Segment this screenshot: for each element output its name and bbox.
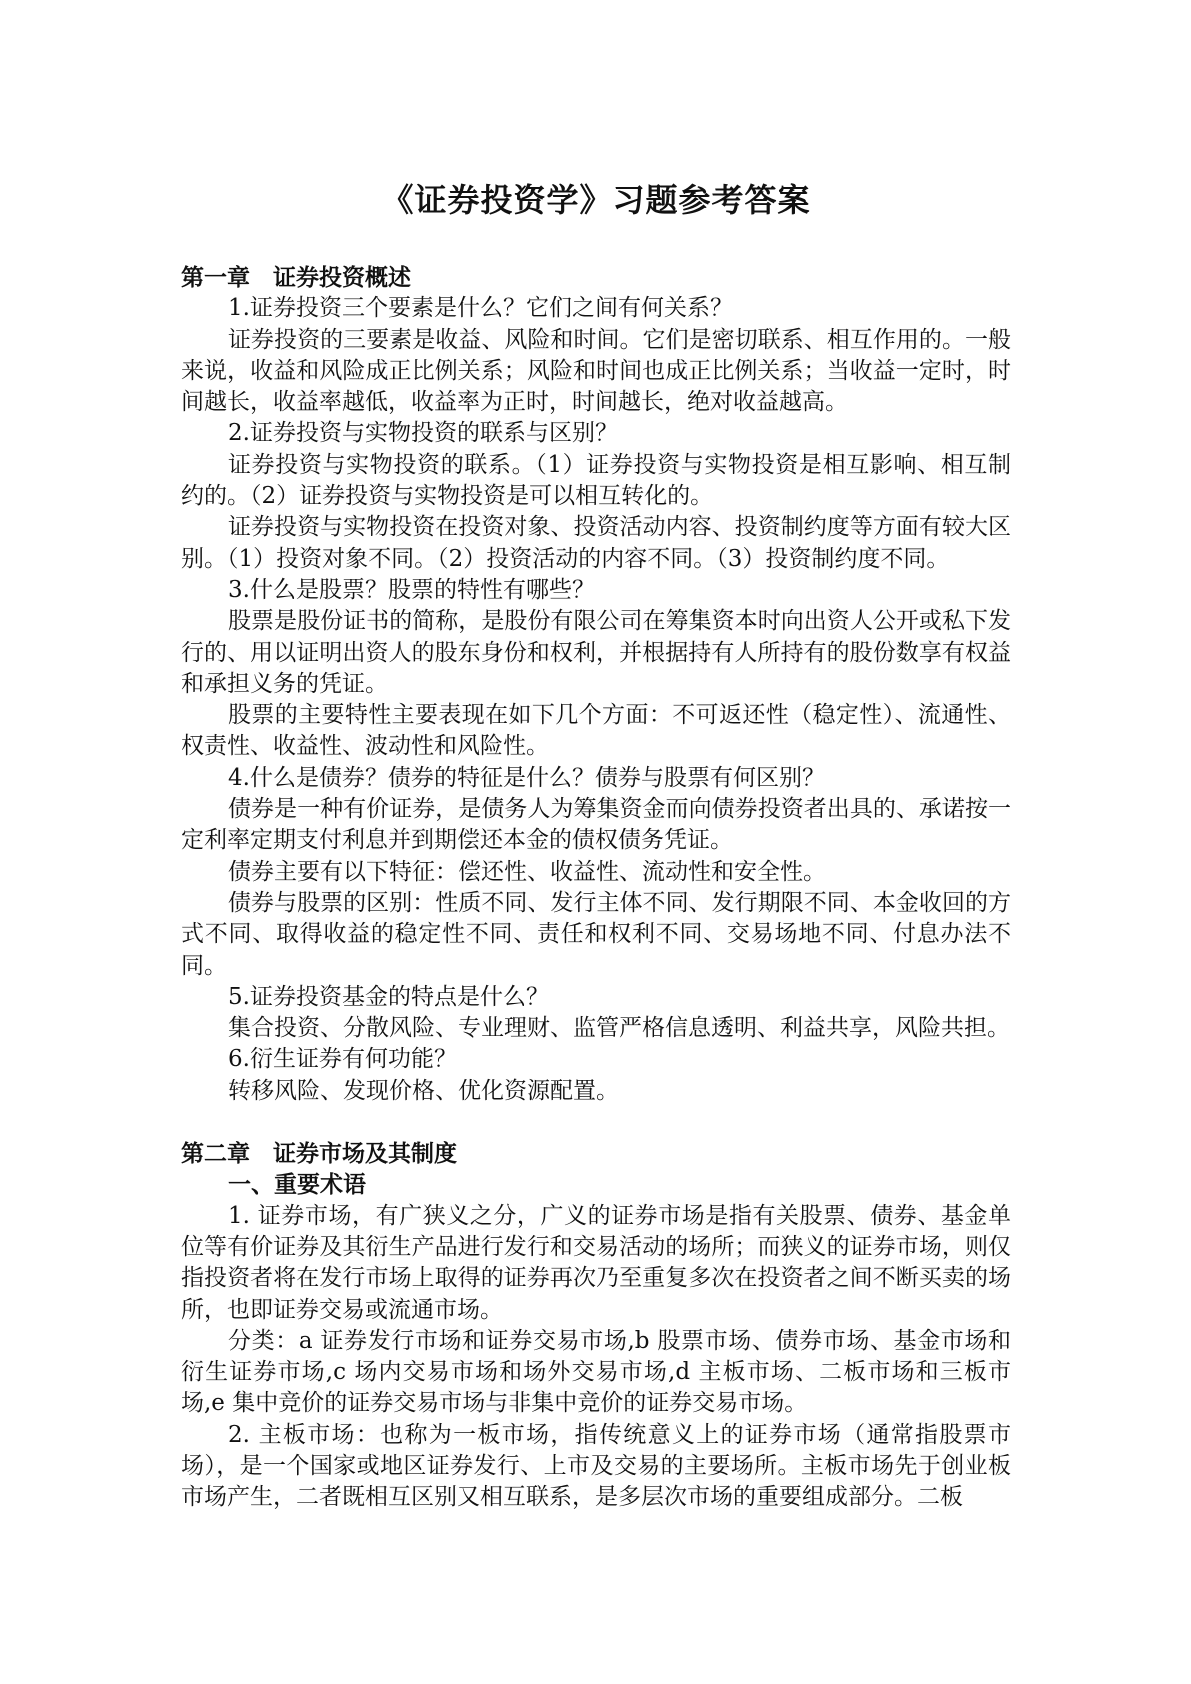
question-paragraph: 2.证券投资与实物投资的联系与区别？: [228, 420, 618, 447]
question-paragraph: 3.什么是股票？股票的特性有哪些？: [228, 576, 595, 603]
chapter-2-content: [181, 1201, 1011, 1514]
document-title: 《证券投资学》习题参考答案: [381, 181, 811, 219]
answer-paragraph: 2. 主板市场：也称为一板市场，指传统意义上的证券市场（通常指股票市场），是一个国家或地区证券发行、上市及交易的主要场所。主板市场先于创业板市场产生，二者既相互区别又相互联系，是多层次市场的重要组成部分。二板: [181, 1421, 1011, 1511]
chapter-2-subheading: 一、重要术语: [228, 1171, 366, 1199]
document-body: [181, 262, 1011, 1514]
question-paragraph: 4.什么是债券？债券的特征是什么？债券与股票有何区别？: [228, 764, 825, 791]
chapter-1-content: [181, 293, 1011, 1107]
answer-paragraph: 分类：a 证券发行市场和证券交易市场,b 股票市场、债券市场、基金市场和衍生证券市场,c 场内交易市场和场外交易市场,d 主板市场、二板市场和三板市场,e 集中竞价的证券交易市场与非集中竞价的证券交易市场。: [181, 1327, 1011, 1417]
answer-paragraph: 证券投资与实物投资的联系。（1）证券投资与实物投资是相互影响、相互制约的。（2）证券投资与实物投资是可以相互转化的。: [181, 451, 1011, 510]
chapter-2-heading: 第二章 证券市场及其制度: [181, 1140, 457, 1168]
chapter-1-heading: 第一章 证券投资概述: [181, 264, 411, 291]
answer-paragraph: 债券主要有以下特征：偿还性、收益性、流动性和安全性。: [228, 858, 826, 885]
answer-paragraph: 股票是股份证书的简称，是股份有限公司在筹集资本时向出资人公开或私下发行的、用以证明出资人的股东身份和权利，并根据持有人所持有的股份数享有权益和承担义务的凭证。: [181, 608, 1011, 697]
question-paragraph: 5.证券投资基金的特点是什么？: [228, 983, 549, 1010]
answer-paragraph: 债券与股票的区别：性质不同、发行主体不同、发行期限不同、本金收回的方式不同、取得收益的稳定性不同、责任和权利不同、交易场地不同、付息办法不同。: [181, 889, 1011, 979]
answer-paragraph: 债券是一种有价证券，是债务人为筹集资金而向债券投资者出具的、承诺按一定利率定期支付利息并到期偿还本金的债权债务凭证。: [181, 796, 1011, 854]
answer-paragraph: 转移风险、发现价格、优化资源配置。: [228, 1077, 619, 1104]
question-paragraph: 1.证券投资三个要素是什么？它们之间有何关系？: [228, 295, 733, 322]
answer-paragraph: 证券投资的三要素是收益、风险和时间。它们是密切联系、相互作用的。一般来说，收益和风险成正比例关系；风险和时间也成正比例关系；当收益一定时，时间越长，收益率越低，收益率为正时，时间越长，绝对收益越高。: [181, 326, 1011, 416]
question-paragraph: 6.衍生证券有何功能？: [228, 1046, 457, 1073]
answer-paragraph: 1. 证券市场，有广狭义之分，广义的证券市场是指有关股票、债券、基金单位等有价证券及其衍生产品进行发行和交易活动的场所；而狭义的证券市场，则仅指投资者将在发行市场上取得的证券再次乃至重复多次在投资者之间不断买卖的场所，也即证券交易或流通市场。: [181, 1202, 1011, 1323]
answer-paragraph: 集合投资、分散风险、专业理财、监管严格信息透明、利益共享，风险共担。: [228, 1015, 1010, 1042]
answer-paragraph: 股票的主要特性主要表现在如下几个方面：不可返还性（稳定性）、流通性、权责性、收益性、波动性和风险性。: [181, 702, 1011, 760]
answer-paragraph: 证券投资与实物投资在投资对象、投资活动内容、投资制约度等方面有较大区别。（1）投资对象不同。（2）投资活动的内容不同。（3）投资制约度不同。: [181, 514, 1011, 572]
